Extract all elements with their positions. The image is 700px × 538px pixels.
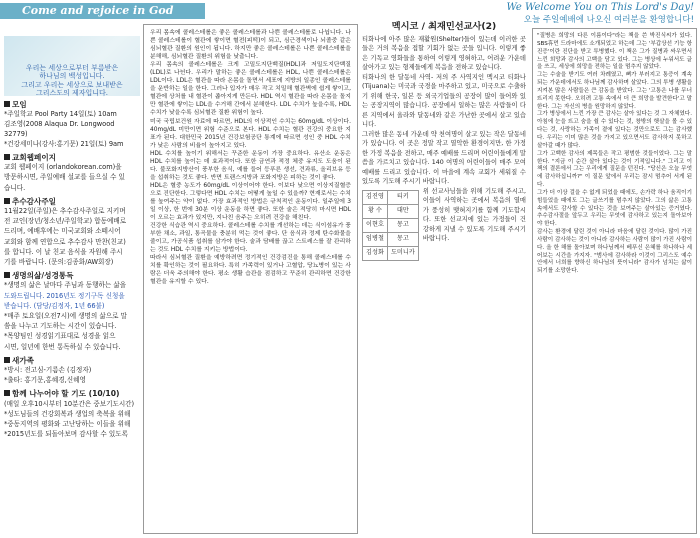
missionary-country: 몽고 — [387, 232, 418, 246]
verse-line: 그리스도의 제자입니다. — [35, 89, 109, 98]
bullet-square-icon — [4, 101, 10, 107]
announcement-line: 교회와 함께 연합으로 추수감사 만찬(친교) — [4, 237, 126, 246]
missionary-name: 임병철 — [363, 232, 388, 246]
missionary-country: 몽고 — [387, 218, 418, 232]
bullet-square-icon — [4, 390, 10, 396]
header-welcome — [506, 2, 694, 26]
welcome-korean: 오늘 주일예배에 나오신 여러분을 환영합니다! — [523, 15, 694, 25]
announcement-line: *출타: 홍기문,홍혜경,신혜영 — [4, 376, 86, 385]
announcement-line: *목양팀인 성경읽기표대로 성경을 읽으 — [4, 332, 116, 341]
missionary-country: 티키 — [387, 190, 418, 204]
announcement-line: 습니다. — [4, 183, 26, 192]
mission-paragraph: 그러한 많은 동네 가운데 약 천여명이 살고 있는 작은 달동네가 있습니다. 이 곳은 정말 작고 열악한 환경이지만, 한 가정 한 가정 복음을 전하고, 매주 예배를 드리며 어린이들에게 말씀을 가르치고 있습니다. 140 여명의 어린이들이 매주 모여 예배를 드리고 있습니다. 이 마을에 계속 교회가 세워질 수 있도록 기도해 주시기 바랍니다. — [362, 130, 527, 185]
table-row — [363, 232, 419, 246]
verse-line: 그리고 우리는 세상으로 보내받은 — [21, 80, 123, 89]
announcement-line: *방시: 전고심-기름손 (김정자) — [4, 366, 92, 375]
announcement-line: 김조영(2008 Alaqua Dr. Longwood 32779) — [4, 120, 115, 138]
announcement-line: 11월22일(주일)은 추수감사주일로 지키며 — [4, 207, 126, 216]
announcement-line: 전 교인(장년/청소년/주일학교) 합동예배로 — [4, 217, 127, 226]
mission-title: 멕시코 / 최재민선교사(2) — [391, 21, 497, 32]
announcement-line: *생명의 삶은 날마다 주님과 동행하는 삶을 — [4, 281, 127, 290]
missionary-name: 김성화 — [363, 246, 388, 260]
section-new-family: 새가족 — [4, 356, 140, 365]
missionary-name: 김진영 — [363, 190, 388, 204]
table-row — [363, 190, 419, 204]
gratitude-paragraph: 감사는 환경에 달린 것이 아니라 마음에 달린 것이다. 많이 가진 사람이 감사하는 것이 아니라 감사하는 사람이 많이 가진 사람이다. 올 한 해를 돌아보며 하나님께서 베푸신 은혜를 하나하나 세어보는 시간을 가지자. "범사에 감사하라 이것이 그리스도 예수 안에서 너희를 향하신 하나님의 뜻이니라" 감사가 넘치는 삶이 되기를 소망한다. — [537, 229, 692, 275]
announcement-line: 받습니다. (담당/김정자, 1년 66불) — [4, 301, 105, 310]
article-paragraph: 미국 국립보건원 자료에 따르면, HDL의 이상적인 수치는 60mg/dL 이상이다. 40mg/dL 미만이면 위험 수준으로 본다. HDL 수치는 혈관 건강의 중요한 지표가 된다. 대한민국 2015년 건강보험공단 통계에 따르면 성인 중 HDL 수치가 낮은 사람의 비율이 높아지고 있다. — [150, 118, 351, 149]
section-bible-reading: 생명의삶/성경통독 — [4, 271, 140, 280]
announcement-line: 드리며, 예배후에는 미국교회와 소떼시어 — [4, 227, 121, 236]
gratitude-column — [532, 28, 697, 534]
missionary-country: 대만 — [387, 204, 418, 218]
table-row — [363, 204, 419, 218]
missionary-block — [362, 187, 526, 261]
announcement-line: 교회 웹페이지 (orlandokorean.com)을 — [4, 163, 122, 172]
announcement-line: *성도님들의 건강회복과 생업의 축복을 위해 — [4, 409, 131, 418]
table-row — [363, 246, 419, 260]
gratitude-paragraph: 그가 고백한 감사의 제목들은 작고 평범한 것들이었다. 그는 말한다. "지금 이 순간 살아 있다는 것이 기적입니다." 그리고 이 책의 결론에서 그는 우리에게 질문을 던진다. "당신은 오늘 무엇에 감사하십니까?" 이 질문 앞에서 우리는 잠시 멈추어 서게 된다. — [537, 150, 692, 189]
announcement-line: 방문하시면, 주일예배 설교를 들으실 수 있 — [4, 173, 125, 182]
missionary-name: 황 수 — [363, 204, 388, 218]
mission-paragraph: 티화나의 한 달동네 사역- 저의 주 사역지인 멕시코 티화나(Tijuana)는 미국과 국경을 마주하고 있고, 미국으로 수출하기 위해 한국, 일본 등 외국기업들의 공장이 많이 들어와 있는 공장지역이 많습니다. 공장에서 일하는 많은 사람들이 다른 지역에서 올라와 달동네와 같은 가난한 곳에서 살고 있습니다. — [362, 73, 526, 128]
mission-column — [362, 22, 526, 261]
verse-banner — [4, 36, 140, 96]
announcement-line: 를 합니다. 이 날 친교 음식을 자원해 주시 — [4, 247, 123, 256]
missionary-name: 이현호 — [363, 218, 388, 232]
gratitude-paragraph: "질병은 희망의 다른 이름이다"라는 책을 쓴 박진식씨가 있다. SBS휴먼 드라마에도 소개되었고 하는데 그는 '부갑상선 기능 항진증'이란 진단을 받고 투병했다. 이 책은 그가 질병과 싸우면서 느낀 희망과 감사의 고백을 담고 있다. 그는 병상에 누워서도 글을 쓰고, 세상에 희망을 전하는 일을 멈추지 않았다. — [537, 33, 692, 71]
article-paragraph: 우리 몸속의 콜레스테롤은 크게 고밀도지단백질(HDL)과 저밀도지단백질(LDL)로 나뉜다. 우리가 말하는 좋은 콜레스테롤은 HDL, 나쁜 콜레스테롤은 LDL이다. LDL은 혈관을 따라 온몸을 돌면서 세포에 지방의 일종인 콜레스테롤을 운반하는 일을 한다. 그러나 입자가 매우 작고 치밀해 혈관벽에 쉽게 쌓이고, 혈관에 상처를 내 혈관이 좁아지게 만든다. HDL 역시 혈관을 따라 온몸을 돌지만 혈관에 쌓이는 LDL을 수거해 간에서 분해한다. LDL 수치가 높을수록, HDL 수치가 낮을수록 심뇌혈관 질환 위험이 높다. — [150, 62, 351, 117]
gratitude-paragraph: 그가 병상에서 느낀 가장 큰 감사는 살아 있다는 것 그 자체였다. 아침에 눈을 뜨고 숨을 쉴 수 있다는 것, 창밖의 햇살을 볼 수 있다는 것, 사랑하는 가족이 곁에 있다는 것만으로도 그는 감사했다. 우리는 이미 많은 것을 가지고 있으면서도 감사하지 못하고 살아갈 때가 많다. — [537, 111, 692, 149]
verse-line: 우리는 세상으로부터 부름받은 — [25, 64, 119, 72]
article-paragraph: HDL은 혈중 농도가 60mg/dL 이상이어야 한다. 이보다 낮으면 이상지질혈증으로 진단한다. 그렇다면 HDL 수치는 어떻게 높일 수 있을까? 현재로서는 수치를 높여주는 약이 없다. 가장 효과적인 방법은 규칙적인 운동이다. 일주일에 3일 이상, 한 번에 30분 이상 운동을 하면 좋다. 또한 술은 적당히 마시면 HDL이 오르는 효과가 있지만, 지나친 음주는 오히려 건강을 해친다. — [150, 182, 351, 222]
gratitude-paragraph: 그가 더 이상 걸을 수 없게 되었을 때에도, 손가락 하나 움직이기 힘들었을 때에도 그는 글쓰기를 멈추지 않았다. 그의 삶은 고통 속에서도 감사할 수 있다는 것을 보여주는 살아있는 증거였다. 추수감사절을 앞두고 우리는 무엇에 감사하고 있는지 돌아보아야 한다. — [537, 189, 692, 228]
missionary-table — [362, 190, 419, 261]
bullet-square-icon — [4, 357, 10, 363]
article-paragraph: 따라서 심뇌혈관 질환을 예방하려면 정기적인 건강검진을 통해 콜레스테롤 수치를 확인하는 것이 필요하다. 특히 가족력이 있거나 고혈압, 당뇨병이 있는 사람은 더욱 주의해야 한다. 평소 생활 습관을 점검하고 꾸준히 관리하면 건강한 혈관을 유지할 수 있다. — [150, 255, 351, 286]
announcement-line: (매일 오후10시부터 10분간은 중보기도시간) — [4, 399, 135, 408]
bullet-square-icon — [4, 154, 10, 160]
section-webpage: 교회웹페이지 — [4, 153, 140, 162]
article-paragraph: HDL 수치를 높이기 위해서는 꾸준한 운동이 가장 중요하다. 유산소 운동은 HDL 수치를 높이는 데 효과적이다. 또한 금연과 적정 체중 유지도 도움이 된다. 불포화지방산이 풍부한 음식, 예를 들어 등푸른 생선, 견과류, 올리브유 등을 섭취하는 것도 좋다. 반면 트랜스지방과 포화지방은 피하는 것이 좋다. — [150, 150, 351, 181]
verse-line: 하나님의 백성입니다. — [39, 72, 105, 81]
bullet-square-icon — [4, 272, 10, 278]
mission-paragraph: 티화나에 아주 많은 재활원(Shelter)들이 있는데 이러한 곳들은 거의 복음을 접할 기회가 없는 곳들 입니다. 이렇게 좋은 기독교 영화들을 통하여 이렇게 영혀하고, 어려운 가운데 살아가고 있는 형제들에게 복음을 전하고 있습니다. — [362, 35, 526, 71]
announcement-line: 씀을 나누고 기도하는 시간이 있습니다. — [4, 322, 117, 331]
article-paragraph: 건강한 식습관 역시 중요하다. 콜레스테롤 수치를 개선하는 데는 식이섬유가 풍부한 채소, 과일, 통곡물을 충분히 먹는 것이 좋다. 단 음식과 정제 탄수화물을 줄이고, 가공식품 섭취를 삼가야 한다. 술과 담배를 끊고 스트레스를 잘 관리하는 것도 HDL 수치를 지키는 방법이다. — [150, 223, 351, 254]
announcement-line: *주일학교 Pool Party 14일(토) 10am — [4, 110, 117, 119]
announcements-column — [4, 32, 140, 440]
header-title: Come and rejoice in God — [0, 3, 205, 19]
section-meeting: 모임 — [4, 100, 140, 109]
mission-tail-paragraph: 위 선교사님들을 위해 기도해 주시고, 이들이 사역하는 곳에서 복음의 열매가 풍성히 맺혀지기를 함께 기도합시다. 또한 선교지에 있는 가정들이 건강하게 지낼 수 있도록 기도해 주시기 바랍니다. — [422, 187, 526, 242]
announcement-line: 기를 바랍니다. (문의:김종화/AW회장) — [4, 258, 114, 267]
article-paragraph: 우리 몸속에 콜레스테롤은 좋은 콜레스테롤과 나쁜 콜레스테롤로 나뉩니다. 나쁜 콜레스테롤이 혈관에 쌓이면 혈전(피떡)이 되고, 심근경색이나 뇌졸중 같은 심뇌혈관 질환의 원인이 됩니다. 하지만 좋은 콜레스테롤은 나쁜 콜레스테롤을 분해해, 심뇌혈관 질환의 위험을 낮춥니다. — [150, 30, 351, 61]
bullet-square-icon — [4, 198, 10, 204]
announcement-line: 시면, 일년에 한번 통독하실 수 있습니다. — [4, 342, 121, 351]
table-row — [363, 218, 419, 232]
section-prayer: 함께 나누어야 할 기도 (10/10) — [4, 389, 140, 398]
missionary-country: 도미니카 — [387, 246, 418, 260]
section-thanksgiving: 추수감사주일 — [4, 197, 140, 206]
announcement-line: *건강세미나(강사:홍기문) 21일(토) 9am — [4, 139, 124, 148]
announcement-line: 도와드립니다. 2016년도 정기구독 신청을 — [4, 291, 125, 300]
announcement-line: *매주 토요일(오전7시)에 생명의 삶으로 말 — [4, 312, 127, 321]
announcement-line: *중동지역의 평화와 고난당하는 이들을 위해 — [4, 420, 131, 429]
welcome-english: We Welcome You on This Lord's Day! — [506, 2, 694, 13]
gratitude-paragraph: 그는 수술을 받기도 여러 차례였고, 뼈가 부러지고 통증이 계속되는 가운데에서도 하나님께 감사하며 살았다. 그의 투병 생활을 지켜본 많은 사람들은 큰 감동을 받았다. 그는 '고통은 나를 무너뜨리지 못한다. 오히려 고통 속에서 더 큰 희망을 발견한다'고 말한다. 그는 자신의 병을 원망하지 않았다. — [537, 72, 692, 110]
health-article — [143, 24, 358, 534]
announcement-line: *2015년도를 되돌아보며 감사할 수 있도록 — [4, 430, 129, 439]
